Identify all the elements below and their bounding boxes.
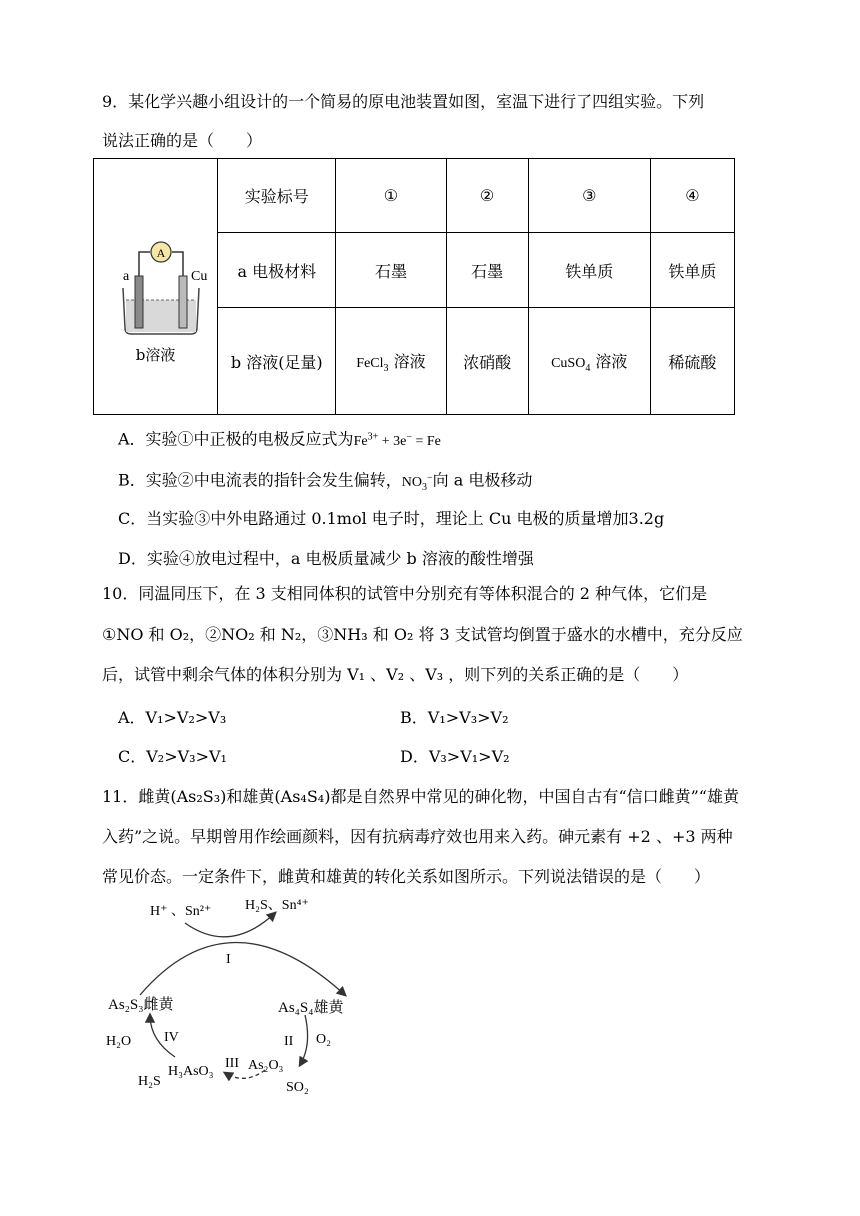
diagram-o2: O₂ bbox=[316, 1032, 331, 1047]
q9-option-d: D．实验④放电过程中，a 电极质量减少 b 溶液的酸性增强 bbox=[118, 549, 534, 568]
electrode-cu-label: Cu bbox=[190, 269, 207, 284]
galvanic-cell-icon bbox=[101, 204, 211, 344]
table-cell: b 溶液(足量) bbox=[218, 308, 336, 415]
table-cell: a 电极材料 bbox=[218, 233, 336, 308]
q10-option-d: D．V₃>V₁>V₂ bbox=[400, 747, 510, 766]
q10-option-b: B．V₁>V₃>V₂ bbox=[400, 708, 509, 727]
table-cell: FeCl$_3$ 溶液 bbox=[336, 308, 446, 415]
table-header-cell: ④ bbox=[650, 159, 734, 233]
table-header-cell: 实验标号 bbox=[218, 159, 336, 233]
diagram-products-top: H₂S、Sn⁴⁺ bbox=[245, 898, 309, 913]
ammeter-label: A bbox=[156, 246, 165, 260]
q11-stem-line2: 入药”之说。早期曾用作绘画颜料，因有抗病毒疗效也用来入药。砷元素有 +2 、+3 两种 bbox=[102, 827, 733, 846]
q10-option-c: C．V₂>V₃>V₁ bbox=[118, 747, 227, 766]
q10-stem-line3: 后，试管中剩余气体的体积分别为 V₁ 、V₂ 、V₃ ，则下列的关系正确的是（ ） bbox=[102, 665, 689, 684]
solution-b-label: b溶液 bbox=[135, 346, 176, 364]
diagram-as2s3-node: As₂S₃雌黄 bbox=[108, 997, 174, 1013]
fecl3-formula: FeCl$_3$ bbox=[356, 355, 389, 374]
diagram-step-iv: IV bbox=[164, 1030, 179, 1045]
diagram-reactants-top: H⁺ 、Sn²⁺ bbox=[150, 904, 212, 919]
diagram-so2: SO₂ bbox=[286, 1080, 309, 1095]
q9-experiment-table bbox=[93, 158, 735, 415]
table-cell: 铁单质 bbox=[528, 233, 650, 308]
table-header-cell: ③ bbox=[528, 159, 650, 233]
q11-stem-line3: 常见价态。一定条件下，雌黄和雄黄的转化关系如图所示。下列说法错误的是（ ） bbox=[102, 867, 711, 886]
galvanic-cell-figure bbox=[94, 159, 218, 415]
q9-stem-line1: 9．某化学兴趣小组设计的一个简易的原电池装置如图，室温下进行了四组实验。下列 bbox=[102, 92, 705, 111]
diagram-h2o: H₂O bbox=[106, 1034, 132, 1049]
table-header-cell: ② bbox=[446, 159, 528, 233]
table-cell: CuSO$_4$ 溶液 bbox=[528, 308, 650, 415]
diagram-h2s: H₂S bbox=[138, 1074, 161, 1089]
electrode-a-label: a bbox=[122, 269, 129, 284]
diagram-step-ii: II bbox=[284, 1034, 294, 1049]
q10-stem-line1: 10．同温同压下，在 3 支相同体积的试管中分别充有等体积混合的 2 种气体，它们是 bbox=[102, 584, 708, 603]
diagram-h3aso3: H₃AsO₃ bbox=[168, 1064, 214, 1079]
q9-option-c: C．当实验③中外电路通过 0.1mol 电子时，理论上 Cu 电极的质量增加3.2g bbox=[118, 509, 665, 528]
q9-stem-line2: 说法正确的是（ ） bbox=[102, 131, 263, 150]
q9-option-a: A．实验①中正极的电极反应式为$Fe^{3+} + 3e^- = Fe$ bbox=[118, 429, 441, 449]
table-cell: 铁单质 bbox=[650, 233, 734, 308]
q10-option-a: A．V₁>V₂>V₃ bbox=[118, 708, 227, 727]
table-cell: 石墨 bbox=[336, 233, 446, 308]
table-header-cell: ① bbox=[336, 159, 446, 233]
table-cell: 稀硫酸 bbox=[650, 308, 734, 415]
table-cell: 石墨 bbox=[446, 233, 528, 308]
q11-stem-line1: 11．雌黄(As₂S₃)和雄黄(As₄S₄)都是自然界中常见的砷化物，中国自古有“信口雌黄”“雄黄 bbox=[102, 787, 739, 806]
cuso4-formula: CuSO$_4$ bbox=[551, 355, 591, 374]
diagram-as2o3: As₂O₃ bbox=[248, 1058, 284, 1073]
diagram-step-iii: III bbox=[225, 1056, 239, 1071]
q10-stem-line2: ①NO 和 O₂，②NO₂ 和 N₂，③NH₃ 和 O₂ 将 3 支试管均倒置于盛水的水槽中，充分反应 bbox=[102, 625, 743, 644]
arsenic-conversion-diagram bbox=[100, 895, 380, 1105]
q9-option-b: B．实验②中电流表的指针会发生偏转，$NO_3^-$向 a 电极移动 bbox=[118, 470, 533, 493]
table-cell: 浓硝酸 bbox=[446, 308, 528, 415]
diagram-as4s4-node: As₄S₄雄黄 bbox=[278, 1000, 344, 1016]
diagram-step-i: I bbox=[226, 952, 231, 967]
